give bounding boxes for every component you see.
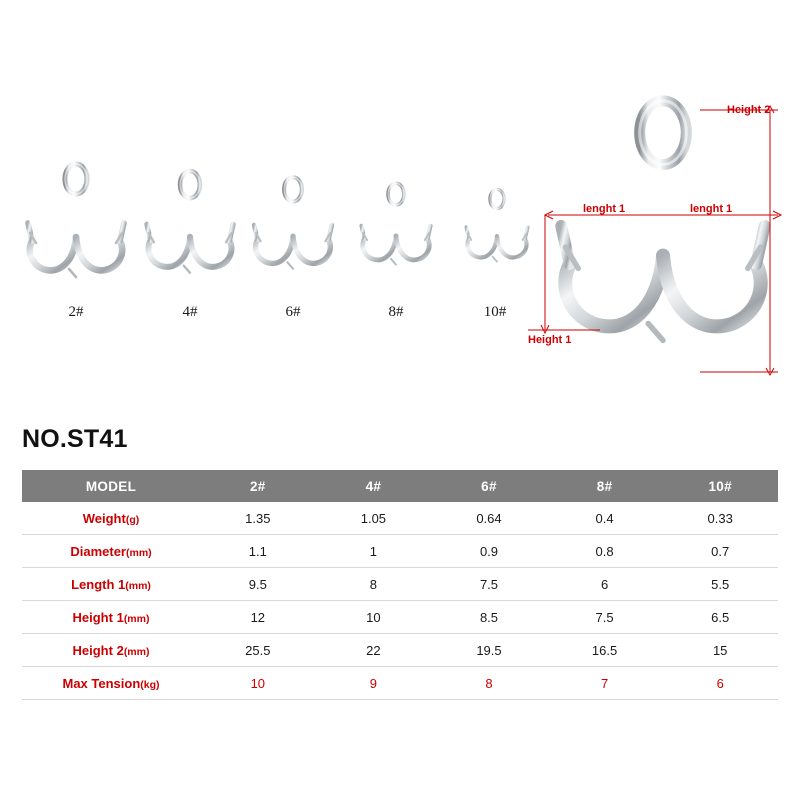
row-label-unit: (mm): [125, 579, 151, 592]
cell-value: 22: [366, 642, 381, 658]
row-label-length-1: [22, 568, 200, 601]
header-cell-model: MODEL: [22, 470, 200, 502]
hook-illustration-2: [28, 164, 124, 293]
table-row: [22, 667, 778, 700]
row-label-text: Height 1: [72, 609, 124, 625]
table-row: [22, 535, 778, 568]
hook-label: 2#: [68, 304, 84, 320]
cell-value: 8.5: [479, 609, 499, 625]
cell-value: 6: [716, 675, 724, 691]
hook-label: 8#: [388, 304, 404, 320]
row-label-unit: (mm): [125, 546, 152, 559]
row-label-height-2: [22, 634, 200, 667]
cell-value: 6.5: [711, 609, 730, 625]
cell-value: 5.5: [711, 576, 730, 592]
cell-value: 19.5: [476, 642, 502, 658]
cell-value: 9: [369, 675, 377, 691]
cell-value: 7: [600, 675, 609, 691]
header-cell-10: 10#: [662, 470, 778, 502]
row-label-text: Weight: [82, 510, 126, 526]
row-label-weight: [22, 502, 200, 535]
cell-value: 15: [712, 642, 728, 658]
cell-value: 9.5: [248, 576, 267, 592]
cell-value: 0.8: [595, 543, 614, 559]
table-row: [22, 568, 778, 601]
hook-illustration-10: [466, 189, 527, 272]
hook-caption-8: [366, 300, 426, 321]
cell-value: 0.33: [707, 510, 733, 526]
cell-value: 1.05: [360, 510, 387, 526]
cell-value: 10: [250, 675, 266, 691]
hook-illustration-6: [254, 177, 332, 281]
hook-caption-4: [160, 300, 220, 321]
row-label-unit: (mm): [123, 612, 150, 625]
cell-value: 8: [369, 576, 377, 592]
table-row: [22, 634, 778, 667]
row-label-text: Length 1: [71, 576, 126, 592]
header-cell-8: 8#: [547, 470, 663, 502]
row-label-text: Max Tension: [62, 675, 141, 691]
row-label-text: Diameter: [70, 543, 126, 559]
row-label-unit: (g): [125, 513, 140, 526]
height-1-label: Height 1: [528, 334, 572, 346]
hook-illustration-4: [147, 171, 233, 287]
hook-caption-10: [465, 300, 525, 321]
table-row: [22, 601, 778, 634]
row-label-unit: (mm): [123, 645, 150, 658]
cell-value: 0.7: [711, 543, 730, 559]
cell-value: 0.9: [479, 543, 499, 559]
cell-value: 0.4: [595, 510, 614, 526]
row-label-max-tension: [22, 667, 200, 700]
table-header: [22, 470, 778, 502]
cell-value: 8: [485, 675, 493, 691]
table-body: [22, 502, 778, 700]
header-cell-6: 6#: [431, 470, 547, 502]
cell-value: 7.5: [479, 576, 499, 592]
page-title: NO.ST41: [22, 425, 128, 453]
hook-label: 10#: [483, 304, 507, 320]
row-label-unit: (kg): [140, 678, 160, 691]
hook-label: 4#: [182, 304, 198, 320]
cell-value: 16.5: [591, 642, 618, 658]
cell-value: 25.5: [245, 642, 271, 658]
cell-value: 12: [250, 609, 266, 625]
hook-label: 6#: [285, 304, 301, 320]
cell-value: 7.5: [595, 609, 614, 625]
cell-value: 1.1: [248, 543, 267, 559]
hook-illustration-measured: [561, 101, 765, 374]
header-cell-4: 4#: [316, 470, 432, 502]
length-1-left-label: lenght 1: [583, 203, 626, 215]
cell-value: 6: [600, 576, 609, 592]
cell-value: 10: [366, 609, 381, 625]
cell-value: 0.64: [476, 510, 502, 526]
cell-value: 1: [369, 543, 377, 559]
height-2-label: Height 2: [727, 104, 771, 116]
cell-value: 1.35: [245, 510, 271, 526]
table-row: [22, 502, 778, 535]
row-label-height-1: [22, 601, 200, 634]
row-label-text: Height 2: [72, 642, 124, 658]
row-label-diameter: [22, 535, 200, 568]
length-1-right-label: lenght 1: [690, 203, 733, 215]
table-header-row: [22, 470, 778, 502]
header-cell-2: 2#: [200, 470, 316, 502]
hook-caption-2: [46, 300, 106, 321]
hook-caption-6: [263, 300, 323, 321]
hook-illustration-8: [361, 183, 430, 276]
specification-table: [22, 470, 778, 700]
